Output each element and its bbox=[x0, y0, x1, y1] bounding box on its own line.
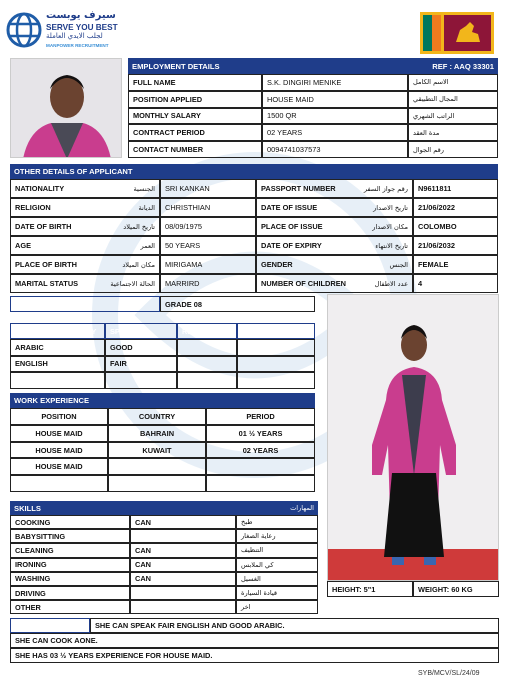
work-cell bbox=[206, 475, 315, 492]
other-detail-label-2 bbox=[256, 179, 413, 198]
weight-value: WEIGHT: 60 KG bbox=[413, 581, 499, 597]
skill-name-arabic: كي الملابس bbox=[236, 558, 318, 572]
other-detail-label bbox=[10, 255, 160, 274]
work-cell: HOUSE MAID bbox=[10, 458, 108, 475]
employment-value: HOUSE MAID bbox=[262, 91, 408, 108]
work-column-header: POSITION bbox=[10, 408, 108, 425]
other-detail-value: MIRIGAMA bbox=[160, 255, 256, 274]
detail-label-ar: الجنسية bbox=[133, 184, 155, 193]
language-cell bbox=[177, 339, 237, 356]
other-detail-label-2 bbox=[256, 217, 413, 236]
work-cell: HOUSE MAID bbox=[10, 442, 108, 459]
language-header-cell: READ bbox=[177, 323, 237, 339]
language-cell bbox=[10, 372, 105, 389]
applicant-full-photo bbox=[327, 294, 499, 581]
other-detail-label bbox=[10, 198, 160, 217]
language-header-cell: SPEAK bbox=[105, 323, 177, 339]
remarks-line-2: SHE CAN COOK AONE. bbox=[10, 633, 499, 648]
other-detail-value-2: FEMALE bbox=[413, 255, 498, 274]
other-detail-label-2 bbox=[256, 236, 413, 255]
employment-label-arabic: رقم الجوال bbox=[408, 141, 498, 158]
skill-name-arabic: طبخ bbox=[236, 515, 318, 529]
skills-table bbox=[10, 515, 318, 615]
detail-label-en: MARITAL STATUS bbox=[15, 279, 79, 288]
language-header-cell: LANGUAGE LITERACY bbox=[10, 323, 105, 339]
detail-label-en: PLACE OF ISSUE bbox=[261, 222, 323, 231]
skill-value bbox=[130, 529, 236, 543]
language-cell bbox=[237, 356, 315, 373]
employment-value: S.K. DINGIRI MENIKE bbox=[262, 74, 408, 91]
language-cell: FAIR bbox=[105, 356, 177, 373]
detail-label-ar: رقم جواز السفر bbox=[363, 184, 408, 193]
skill-value bbox=[130, 600, 236, 614]
other-detail-value-2: 21/06/2022 bbox=[413, 198, 498, 217]
detail-label-en: DATE OF ISSUE bbox=[261, 203, 318, 212]
language-table bbox=[10, 323, 315, 389]
other-detail-value-2: COLOMBO bbox=[413, 217, 498, 236]
skill-value: CAN bbox=[130, 558, 236, 572]
company-logo bbox=[6, 10, 126, 52]
language-cell bbox=[237, 339, 315, 356]
detail-label-ar: تاريخ الانتهاء bbox=[375, 241, 408, 250]
skill-name: WASHING bbox=[10, 572, 130, 586]
work-cell bbox=[206, 458, 315, 475]
employment-label: CONTRACT PERIOD bbox=[128, 124, 262, 141]
employment-title: EMPLOYMENT DETAILS bbox=[132, 61, 220, 71]
education-label: EDUCATION LEVEL bbox=[10, 296, 160, 312]
skill-name-arabic: رعاية الصغار bbox=[236, 529, 318, 543]
work-cell bbox=[108, 458, 206, 475]
language-cell: ENGLISH bbox=[10, 356, 105, 373]
language-cell bbox=[105, 372, 177, 389]
other-detail-label bbox=[10, 274, 160, 293]
work-cell bbox=[10, 475, 108, 492]
detail-label-en: DATE OF BIRTH bbox=[15, 222, 72, 231]
detail-label-ar: مكان الاصدار bbox=[372, 222, 408, 231]
remarks-line-3: SHE HAS 03 ½ YEARS EXPERIENCE FOR HOUSE MAID. bbox=[10, 648, 499, 663]
employment-label: POSITION APPLIED bbox=[128, 91, 262, 108]
other-detail-value-2: 21/06/2032 bbox=[413, 236, 498, 255]
detail-label-en: PASSPORT NUMBER bbox=[261, 184, 336, 193]
work-cell bbox=[108, 475, 206, 492]
lion-icon bbox=[452, 20, 484, 46]
work-cell: 02 YEARS bbox=[206, 442, 315, 459]
employment-label: MONTHLY SALARY bbox=[128, 108, 262, 125]
globe-icon bbox=[6, 12, 42, 48]
employment-label: CONTACT NUMBER bbox=[128, 141, 262, 158]
other-details-table bbox=[10, 179, 498, 293]
work-experience-table bbox=[10, 408, 315, 492]
other-detail-value: 08/09/1975 bbox=[160, 217, 256, 236]
detail-label-ar: الحالة الاجتماعية bbox=[110, 279, 155, 288]
work-cell: KUWAIT bbox=[108, 442, 206, 459]
other-detail-label-2 bbox=[256, 198, 413, 217]
work-column-header: PERIOD bbox=[206, 408, 315, 425]
skills-title: SKILLS bbox=[14, 503, 42, 513]
remarks-label: REMARKS bbox=[10, 618, 90, 633]
detail-label-ar: تاريخ الاصدار bbox=[373, 203, 408, 212]
work-experience-header: WORK EXPERIENCE bbox=[10, 393, 315, 408]
work-cell: BAHRAIN bbox=[108, 425, 206, 442]
employment-value: 02 YEARS bbox=[262, 124, 408, 141]
other-detail-value: 50 YEARS bbox=[160, 236, 256, 255]
skill-value: CAN bbox=[130, 515, 236, 529]
other-detail-label bbox=[10, 236, 160, 255]
other-detail-value: MARRIRD bbox=[160, 274, 256, 293]
work-cell: HOUSE MAID bbox=[10, 425, 108, 442]
employment-header bbox=[128, 58, 498, 74]
skills-header bbox=[10, 501, 318, 515]
language-cell: GOOD bbox=[105, 339, 177, 356]
other-detail-label-2 bbox=[256, 274, 413, 293]
employment-label: FULL NAME bbox=[128, 74, 262, 91]
skill-name-arabic: قيادة السيارة bbox=[236, 586, 318, 600]
other-detail-value: SRI KANKAN bbox=[160, 179, 256, 198]
other-details-header: OTHER DETAILS OF APPLICANT bbox=[10, 164, 498, 179]
skill-name: IRONING bbox=[10, 558, 130, 572]
skill-name: COOKING bbox=[10, 515, 130, 529]
employment-label-arabic: الاسم الكامل bbox=[408, 74, 498, 91]
detail-label-ar: الديانة bbox=[138, 203, 155, 212]
height-value: HEIGHT: 5"1 bbox=[327, 581, 413, 597]
detail-label-en: AGE bbox=[15, 241, 32, 250]
detail-label-en: RELIGION bbox=[15, 203, 51, 212]
employment-label-arabic: الراتب الشهري bbox=[408, 108, 498, 125]
skill-name: OTHER bbox=[10, 600, 130, 614]
education-value: GRADE 08 bbox=[160, 296, 315, 312]
detail-label-ar: مكان الميلاد bbox=[122, 260, 155, 269]
skill-name: BABYSITTING bbox=[10, 529, 130, 543]
detail-label-ar: الجنس bbox=[389, 260, 408, 269]
sri-lanka-flag bbox=[420, 12, 494, 54]
logo-sub: MANPOWER RECRUITMENT bbox=[46, 43, 109, 48]
skill-value: CAN bbox=[130, 543, 236, 557]
logo-arabic-name: سيرف يوبست bbox=[46, 10, 116, 21]
skills-title-arabic: المهارات bbox=[290, 504, 314, 512]
other-detail-value-2: N9611811 bbox=[413, 179, 498, 198]
employment-value: 1500 QR bbox=[262, 108, 408, 125]
logo-english-name: SERVE YOU BEST bbox=[46, 23, 118, 32]
language-header-cell: WRITE bbox=[237, 323, 315, 339]
detail-label-en: DATE OF EXPIRY bbox=[261, 241, 322, 250]
skill-name-arabic: اخر bbox=[236, 600, 318, 614]
detail-label-en: NUMBER OF CHILDREN bbox=[261, 279, 346, 288]
work-column-header: COUNTRY bbox=[108, 408, 206, 425]
other-detail-label-2 bbox=[256, 255, 413, 274]
detail-label-ar: عدد الاطفال bbox=[374, 279, 408, 288]
detail-label-ar: تاريخ الميلاد bbox=[123, 222, 155, 231]
other-detail-label bbox=[10, 217, 160, 236]
applicant-portrait-photo bbox=[10, 58, 122, 158]
language-cell bbox=[237, 372, 315, 389]
language-cell bbox=[177, 372, 237, 389]
other-detail-value: CHRISTHIAN bbox=[160, 198, 256, 217]
remarks-line-1: SHE CAN SPEAK FAIR ENGLISH AND GOOD ARABIC. bbox=[90, 618, 499, 633]
detail-label-en: GENDER bbox=[261, 260, 293, 269]
detail-label-en: NATIONALITY bbox=[15, 184, 65, 193]
detail-label-ar: العمر bbox=[140, 241, 155, 250]
other-detail-value-2: 4 bbox=[413, 274, 498, 293]
skill-name-arabic: الغسيل bbox=[236, 572, 318, 586]
employment-label-arabic: مدة العقد bbox=[408, 124, 498, 141]
other-detail-label bbox=[10, 179, 160, 198]
detail-label-en: PLACE OF BIRTH bbox=[15, 260, 77, 269]
skill-name: CLEANING bbox=[10, 543, 130, 557]
employment-value: 0094741037573 bbox=[262, 141, 408, 158]
employment-label-arabic: المجال التطبيقي bbox=[408, 91, 498, 108]
work-cell: 01 ½ YEARS bbox=[206, 425, 315, 442]
language-cell: ARABIC bbox=[10, 339, 105, 356]
skill-value: CAN bbox=[130, 572, 236, 586]
skill-name-arabic: التنظيف bbox=[236, 543, 318, 557]
logo-arabic-sub: لجلب الايدي العاملة bbox=[46, 32, 103, 40]
skill-value bbox=[130, 586, 236, 600]
employment-table bbox=[128, 74, 498, 158]
language-cell bbox=[177, 356, 237, 373]
skill-name: DRIVING bbox=[10, 586, 130, 600]
footer-code: SYB/MCV/SL/24/09 bbox=[418, 670, 480, 677]
reference-number: REF : AAQ 33301 bbox=[432, 61, 494, 71]
